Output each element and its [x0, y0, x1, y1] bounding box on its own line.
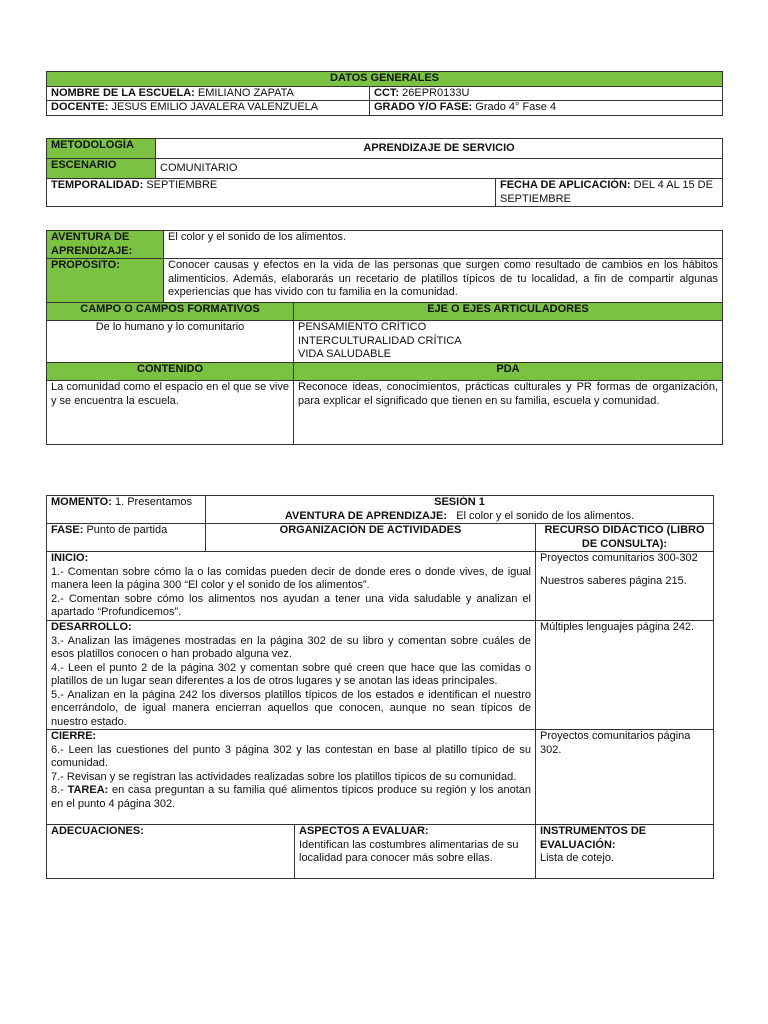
actividad-item: 8.- TAREA: en casa preguntan a su familia qué alimentos típicos produce su región y los anotan en el punto 4 página 302. — [51, 784, 531, 810]
recurso-item: Nuestros saberes página 215. — [540, 574, 687, 587]
eje-item: PENSAMIENTO CRÍTICO — [298, 321, 427, 333]
actividad-item: 5.- Analizan en la página 242 los diversos platillos típicos de los estados e identifican el nuestro encerrándolo, de igual manera encierran aquellos que conocen, aunque no sean típicos de nuestro estado. — [51, 688, 531, 728]
aspectos-label: ASPECTOS A EVALUAR: — [299, 825, 429, 837]
metodologia-value: APRENDIZAJE DE SERVICIO — [363, 141, 515, 154]
aventura-table — [46, 230, 723, 445]
escenario-value-cell — [156, 159, 723, 179]
campo-header: CAMPO O CAMPOS FORMATIVOS — [47, 303, 294, 321]
docente-cell — [47, 101, 370, 116]
docente-value: JESUS EMILIO JAVALERA VALENZUELA — [108, 101, 319, 113]
aspectos-cell — [295, 825, 536, 879]
pda-value: Reconoce ideas, conocimientos, prácticas culturales y PR formas de organización, para explicar el significado que tienen en su familia, escuela y comunidad. — [294, 381, 723, 445]
fase-label: FASE: — [51, 524, 84, 536]
aventura-value-cell — [164, 231, 723, 259]
actividad-item: 7.- Revisan y se registran las actividades realizadas sobre los platillos típicos de su comunidad. — [51, 770, 517, 783]
temporalidad-label: TEMPORALIDAD: — [51, 179, 144, 191]
pda-header: PDA — [294, 363, 723, 381]
metodologia-table — [46, 138, 723, 207]
recurso-item: Proyectos comunitarios página 302. — [540, 730, 691, 756]
tarea-label: TAREA: — [67, 784, 109, 796]
actividad-item: 4.- Leen el punto 2 de la página 302 y comentan sobre qué creen que hace que las comidas o platillos de un lugar sean diferentes a los de otros lugares y se anotan las ideas principales. — [51, 661, 531, 687]
aventura-label-cell — [47, 231, 164, 259]
proposito-label-cell — [47, 259, 164, 303]
campo-value: De lo humano y lo comunitario — [47, 321, 294, 363]
momento-label: MOMENTO: — [51, 496, 112, 508]
instrumentos-value: Lista de cotejo. — [540, 852, 614, 864]
escenario-value: COMUNITARIO — [160, 161, 238, 174]
actividad-item: 1.- Comentan sobre cómo la o las comidas pueden decir de donde eres o donde vives, de igual manera leen la página 300 “El color y el sonido de los alimentos”. — [51, 565, 531, 591]
desarrollo-label: DESARROLLO: — [51, 621, 132, 633]
fase-cell — [47, 524, 206, 552]
actividad-item: 6.- Leen las cuestiones del punto 3 página 302 y las contestan en base al platillo típico de su comunidad. — [51, 743, 531, 769]
escenario-label-cell — [47, 159, 156, 179]
momento-value: 1. Presentamos — [111, 496, 192, 508]
sesion-table — [46, 495, 714, 879]
sesion-title: SESIÓN 1 — [434, 496, 485, 508]
cct-cell — [370, 86, 723, 101]
inicio-cell — [47, 552, 536, 621]
metodologia-label: METODOLOGÍA — [51, 139, 134, 151]
fecha-value: DEL 4 AL 15 DE SEPTIEMBRE — [500, 179, 713, 205]
metodologia-label-cell — [47, 139, 156, 159]
recurso-item: Proyectos comunitarios 300-302 — [540, 552, 698, 564]
grado-label: GRADO Y/O FASE: — [374, 101, 473, 113]
proposito-label: PROPÓSITO: — [51, 259, 120, 271]
aspectos-value: Identifican las costumbres alimentarias de su localidad para conocer más sobre ellas. — [299, 838, 519, 864]
docente-label: DOCENTE: — [51, 101, 109, 113]
grado-cell — [370, 101, 723, 116]
sesion-title-cell — [206, 496, 714, 524]
sesion-aventura-value: El color y el sonido de los alimentos. — [447, 509, 635, 522]
escuela-value: EMILIANO ZAPATA — [194, 86, 294, 99]
desarrollo-recurso-cell — [536, 621, 714, 730]
contenido-value: La comunidad como el espacio en el que se vive y se encuentra la escuela. — [47, 381, 294, 445]
cierre-label: CIERRE: — [51, 730, 97, 742]
desarrollo-cell — [47, 621, 536, 730]
aventura-label: AVENTURA DE APRENDIZAJE: — [51, 231, 133, 257]
datos-generales-header: DATOS GENERALES — [47, 72, 723, 87]
cct-label: CCT: — [374, 86, 400, 99]
recurso-header: RECURSO DIDÁCTICO (LIBRO DE CONSULTA): — [536, 524, 714, 552]
adecuaciones-label: ADECUACIONES: — [51, 825, 144, 837]
proposito-value: Conocer causas y efectos en la vida de las personas que surgen como resultado de cambios en los hábitos alimenticios. Además, elaborarás un recetario de platillos típicos de tu localidad, a fin de compartir algunas experiencias que has vivido con tu familia en la comunidad. — [168, 259, 718, 298]
actividad-item: 3.- Analizan las imágenes mostradas en la página 302 de su libro y comentan sobre cuáles de esos platillos conocen o han probado alguna vez. — [51, 634, 531, 660]
datos-generales-table — [46, 71, 723, 116]
temporalidad-value: SEPTIEMBRE — [143, 179, 218, 191]
contenido-header: CONTENIDO — [47, 363, 294, 381]
inicio-label: INICIO: — [51, 552, 89, 564]
grado-value: Grado 4° Fase 4 — [472, 101, 557, 113]
actividad-item: 2.- Comentan sobre cómo los alimentos nos ayudan a tener una vida saludable y analizan el apartado “Profundicemos”. — [51, 592, 531, 618]
fase-value: Punto de partida — [83, 524, 168, 536]
ejes-list — [294, 321, 723, 363]
escenario-label: ESCENARIO — [51, 159, 117, 171]
recurso-item: Múltiples lenguajes página 242. — [540, 621, 695, 633]
organizacion-header: ORGANIZACIÓN DE ACTIVIDADES — [206, 524, 536, 552]
fecha-label: FECHA DE APLICACIÓN: — [500, 179, 631, 191]
instrumentos-label: INSTRUMENTOS DE EVALUACIÓN: — [540, 825, 647, 851]
instrumentos-cell — [536, 825, 714, 879]
inicio-recurso-cell — [536, 552, 714, 621]
cierre-cell — [47, 730, 536, 825]
escuela-label: NOMBRE DE LA ESCUELA: — [51, 86, 195, 99]
proposito-value-cell — [164, 259, 723, 303]
sesion-aventura-label: AVENTURA DE APRENDIZAJE: — [284, 509, 448, 522]
aventura-value: El color y el sonido de los alimentos. — [168, 231, 346, 243]
escuela-cell — [47, 86, 370, 101]
cct-value: 26EPR0133U — [399, 86, 470, 99]
cierre-recurso-cell — [536, 730, 714, 825]
ejes-header: EJE O EJES ARTICULADORES — [294, 303, 723, 321]
fecha-cell — [496, 179, 723, 207]
eje-item: VIDA SALUDABLE — [298, 348, 391, 360]
metodologia-value-cell — [156, 139, 723, 159]
momento-cell — [47, 496, 206, 524]
temporalidad-cell — [47, 179, 496, 207]
adecuaciones-cell — [47, 825, 295, 879]
eje-item: INTERCULTURALIDAD CRÍTICA — [298, 334, 462, 347]
